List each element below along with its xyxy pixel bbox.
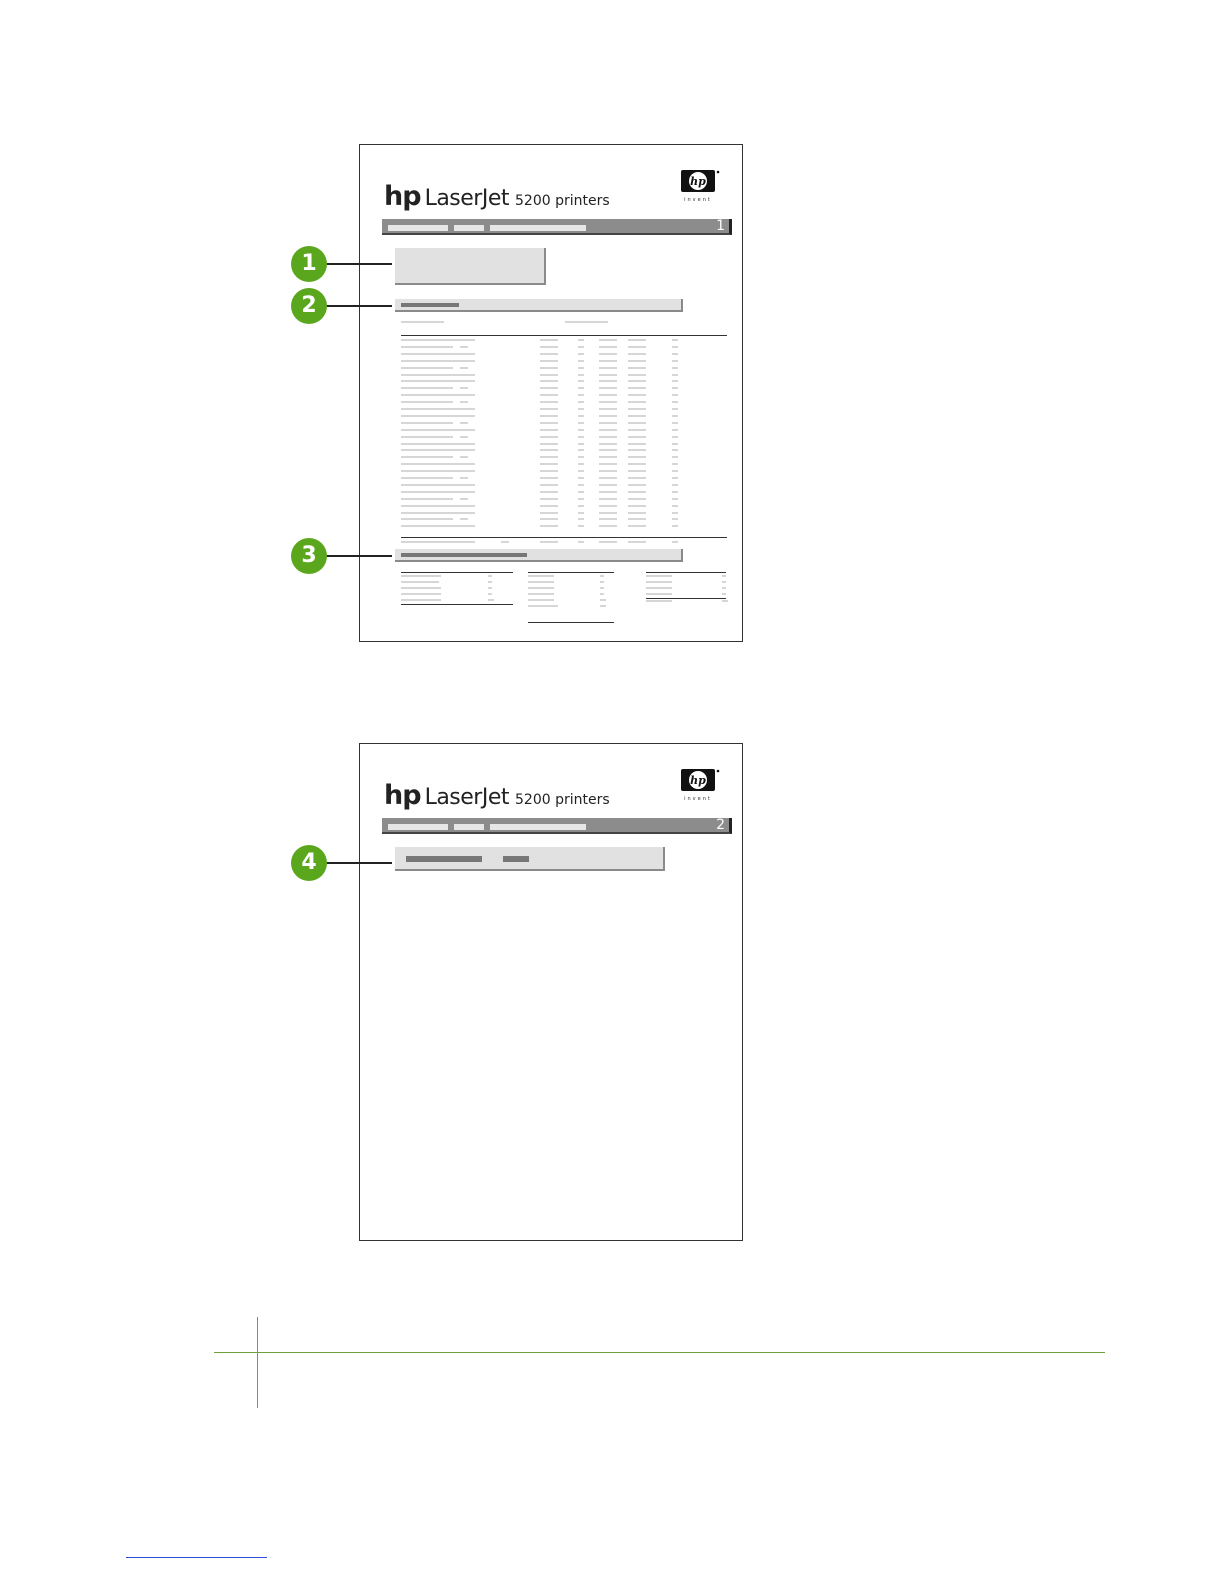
hp-logo-icon <box>680 169 720 203</box>
footer-rule-horizontal <box>214 1352 1105 1353</box>
printout-page-1 <box>359 144 743 642</box>
callout-leader-2 <box>326 305 392 307</box>
callout-2: 2 <box>291 288 327 324</box>
header-band <box>382 219 732 235</box>
callout-4: 4 <box>291 845 327 881</box>
product-info-box <box>395 248 546 285</box>
brand-hp: hp <box>384 780 421 811</box>
brand-product: LaserJet <box>424 785 509 810</box>
callout-3: 3 <box>291 538 327 574</box>
brand-title <box>384 181 610 212</box>
printout-page-2 <box>359 743 743 1241</box>
footer-rule-vertical <box>257 1317 258 1408</box>
brand-title <box>384 780 610 811</box>
brand-hp: hp <box>384 181 421 212</box>
svg-text:hp: hp <box>690 774 706 787</box>
svg-text:invent: invent <box>684 796 712 802</box>
callout-leader-3 <box>326 555 392 557</box>
callout-leader-4 <box>326 862 392 864</box>
page-number: 1 <box>716 218 725 234</box>
link-underline <box>126 1557 267 1558</box>
header-band <box>382 818 732 834</box>
brand-model: 5200 printers <box>515 792 610 808</box>
hp-logo-icon <box>680 768 720 802</box>
brand-product: LaserJet <box>424 186 509 211</box>
brand-model: 5200 printers <box>515 193 610 209</box>
callout-1: 1 <box>291 246 327 282</box>
svg-text:hp: hp <box>690 175 706 188</box>
svg-text:invent: invent <box>684 197 712 203</box>
page-number: 2 <box>716 817 725 833</box>
callout-leader-1 <box>326 263 392 265</box>
